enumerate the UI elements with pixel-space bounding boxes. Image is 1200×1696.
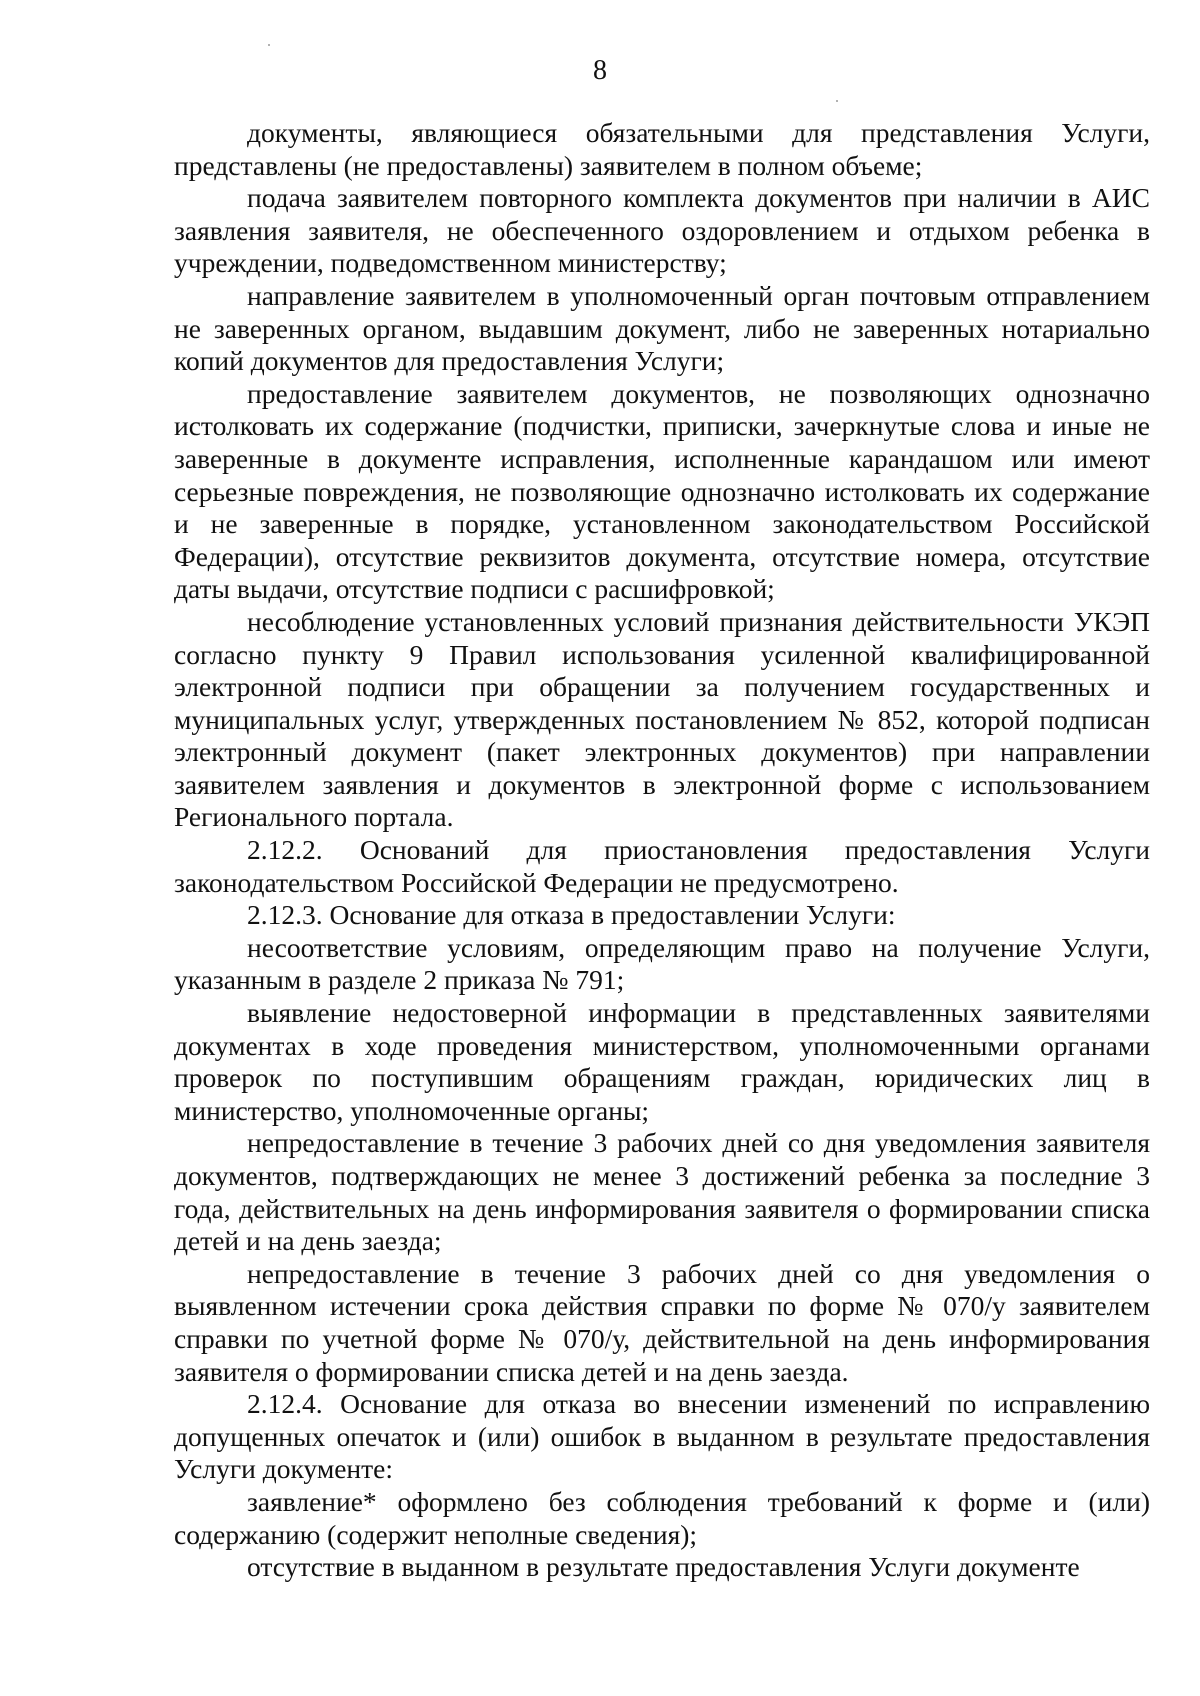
scan-speck: [268, 44, 270, 46]
scan-speck: [836, 100, 838, 102]
paragraph: непредоставление в течение 3 рабочих дней со дня уведомления о выявленном истечении срока действия справки по форме № 070/у заявителем справки по учетной форме № 070/у, действительной на день информирования заявителя о формировании списка детей и на день заезда.: [174, 1257, 1150, 1387]
paragraph: несоблюдение установленных условий признания действительности УКЭП согласно пункту 9 Правил использования усиленной квалифицированной электронной подписи при обращении за получением государственных и муниципальных услуг, утвержденных постановлением № 852, которой подписан электронный документ (пакет электронных документов) при направлении заявителем заявления и документов в электронной форме с использованием Регионального портала.: [174, 605, 1150, 833]
paragraph: направление заявителем в уполномоченный орган почтовым отправлением не заверенных органом, выдавшим документ, либо не заверенных нотариально копий документов для предоставления Услуги;: [174, 279, 1150, 377]
paragraph: несоответствие условиям, определяющим право на получение Услуги, указанным в разделе 2 приказа № 791;: [174, 931, 1150, 996]
document-body: [174, 117, 1150, 1584]
paragraph: документы, являющиеся обязательными для представления Услуги, представлены (не предоставлены) заявителем в полном объеме;: [174, 117, 1150, 181]
page-number: 8: [593, 55, 607, 86]
paragraph: 2.12.2. Оснований для приостановления предоставления Услуги законодательством Российской Федерации не предусмотрено.: [174, 834, 1150, 898]
paragraph: подача заявителем повторного комплекта документов при наличии в АИС заявления заявителя, не обеспеченного оздоровлением и отдыхом ребенка в учреждении, подведомственном министерству;: [174, 182, 1150, 279]
paragraph: непредоставление в течение 3 рабочих дней со дня уведомления заявителя документов, подтверждающих не менее 3 достижений ребенка за последние 3 года, действительных на день информирования заявителя о формировании списка детей и на день заезда;: [174, 1127, 1150, 1257]
paragraph: предоставление заявителем документов, не позволяющих однозначно истолковать их содержание (подчистки, приписки, зачеркнутые слова и иные не заверенные в документе исправления, исполненные карандашом или имеют серьезные повреждения, не позволяющие однозначно истолковать их содержание и не заверенные в порядке, установленном законодательством Российской Федерации), отсутствие реквизитов документа, отсутствие номера, отсутствие даты выдачи, отсутствие подписи с расшифровкой;: [174, 377, 1150, 605]
paragraph: 2.12.3. Основание для отказа в предоставлении Услуги:: [247, 899, 896, 931]
paragraph: заявление* оформлено без соблюдения требований к форме и (или) содержанию (содержит неполные сведения);: [174, 1485, 1150, 1550]
paragraph: отсутствие в выданном в результате предоставления Услуги документе: [247, 1551, 1080, 1583]
paragraph: выявление недостоверной информации в представленных заявителями документах в ходе проведения министерством, уполномоченными органами проверок по поступившим обращениям граждан, юридических лиц в министерство, уполномоченные органы;: [174, 997, 1150, 1126]
paragraph: 2.12.4. Основание для отказа во внесении изменений по исправлению допущенных опечаток и (или) ошибок в выданном в результате предоставления Услуги документе:: [174, 1388, 1150, 1485]
